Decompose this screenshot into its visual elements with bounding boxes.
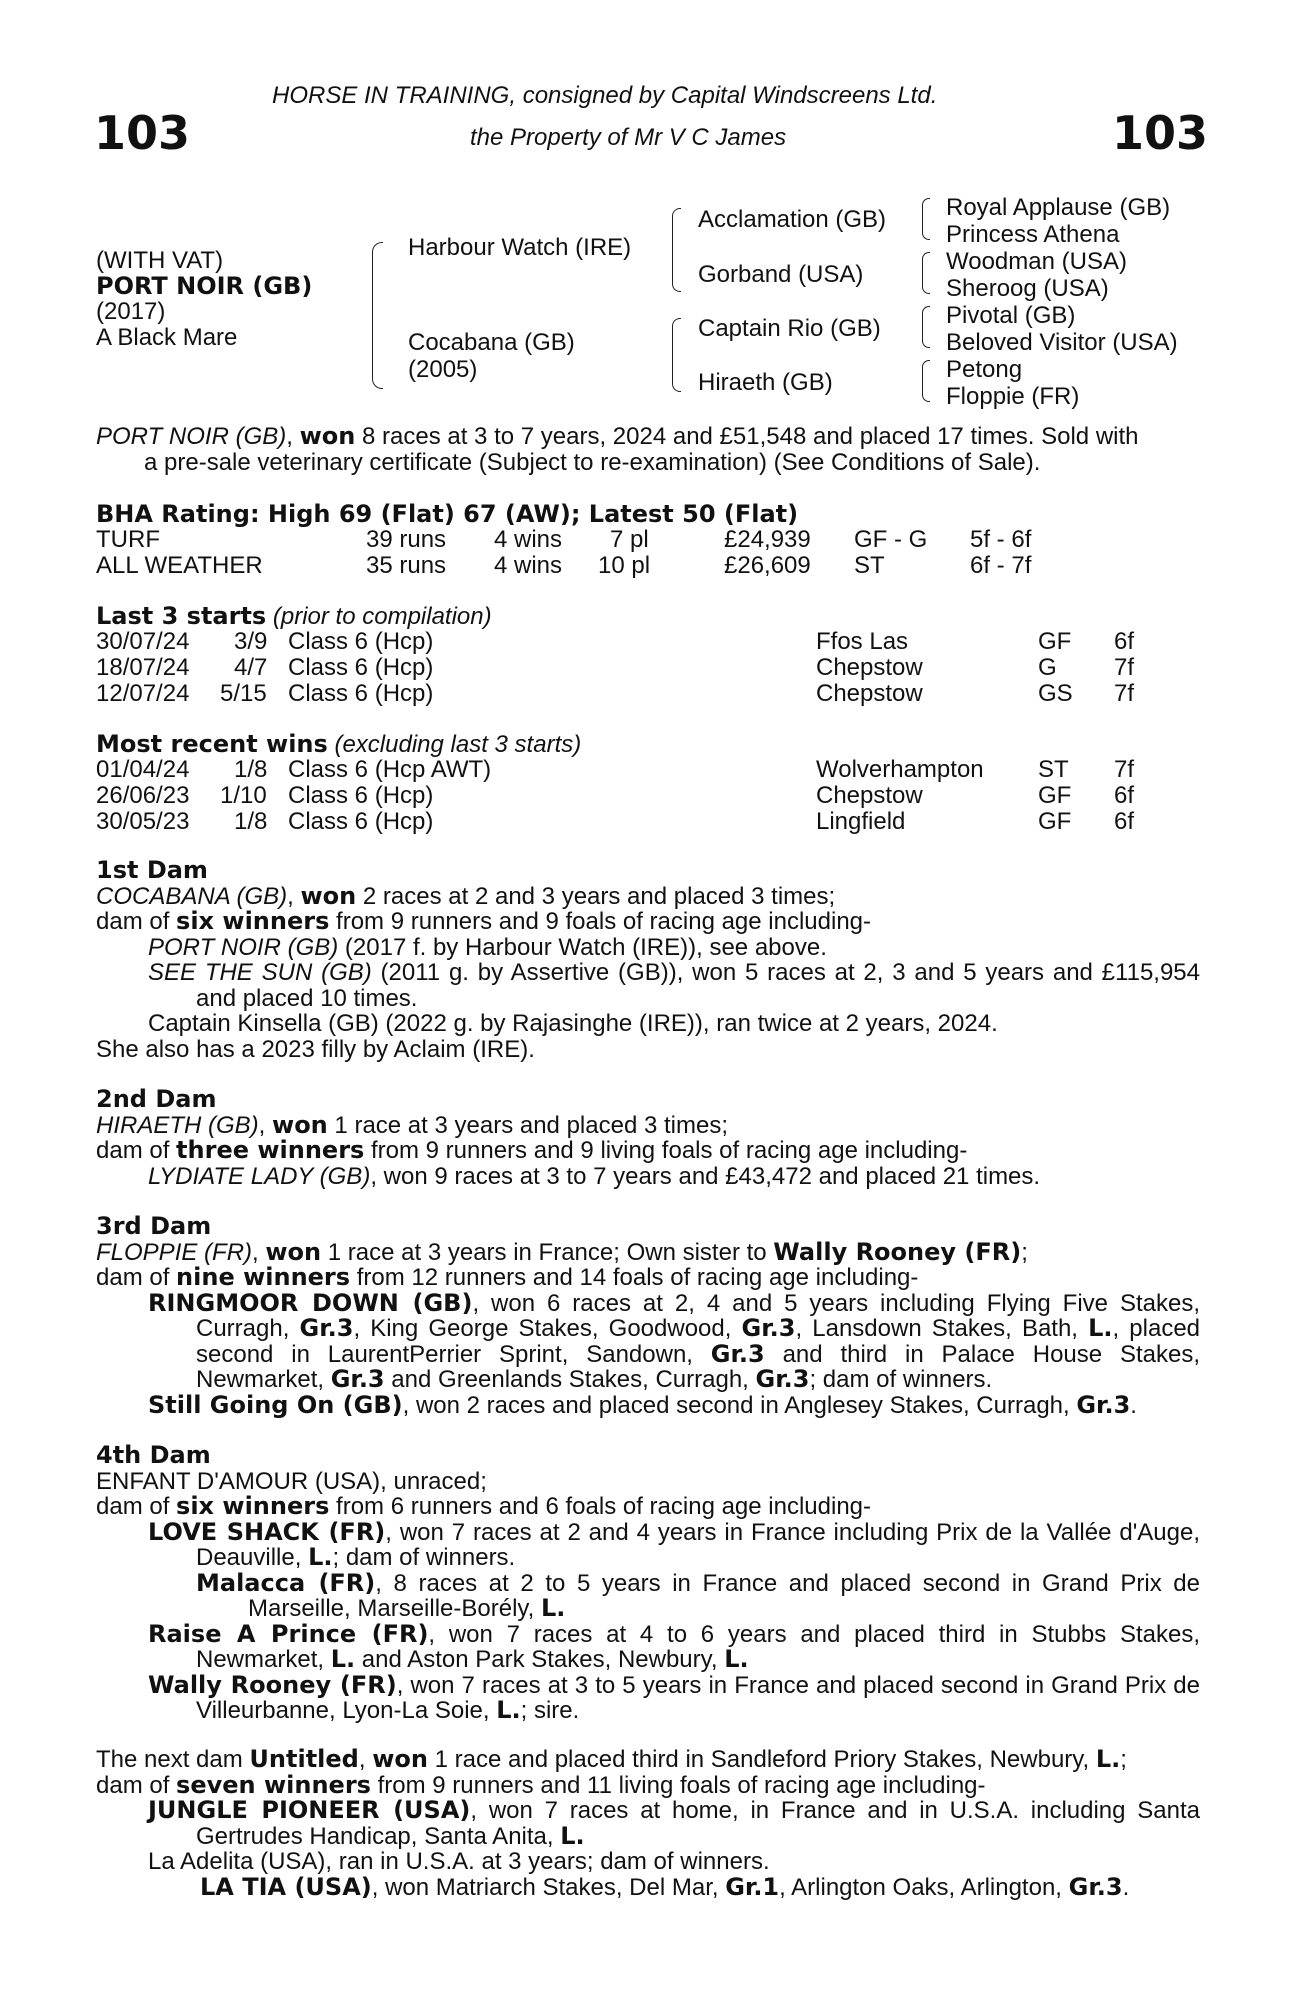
win-distance: 6f	[1114, 782, 1135, 809]
header-property: the Property of Mr V C James	[470, 124, 787, 151]
malacca-name: Malacca (FR)	[196, 1568, 376, 1597]
second-dam-produce-text: from 9 runners and 9 living foals of racing age including-	[364, 1137, 968, 1164]
lot-number-left: 103	[94, 106, 191, 160]
ringmoor-text: and Greenlands Stakes, Curragh,	[384, 1366, 756, 1393]
pedigree-g3-7: Petong	[946, 356, 1023, 383]
horse-identity	[96, 248, 312, 350]
win-position: 1/8	[234, 756, 268, 783]
win-position: 1/10	[220, 782, 267, 809]
win-course: Chepstow	[816, 782, 923, 809]
summary-text-1: 8 races at 3 to 7 years, 2024 and £51,548 and placed 17 times. Sold with	[355, 423, 1139, 450]
pedigree-sire: Harbour Watch (IRE)	[408, 234, 632, 261]
produce-see-the-sun-text: (2011 g. by Assertive (GB)), won 5 races at 2, 3 and 5 years and £115,954 and placed 10 times.	[196, 959, 1201, 1012]
wally-rooney-end: ; sire.	[520, 1697, 580, 1724]
produce-love-shack	[96, 1517, 1200, 1571]
win-course: Lingfield	[816, 808, 906, 835]
la-tia-end: .	[1122, 1873, 1130, 1901]
next-dam-section: The next dam Untitled, won 1 race and placed third in Sandleford Priory Stakes, Newbury, L.; dam of seven winners from 9 runners and 11 living foals of racing age including- JUNGLE PIONEER (USA), won 7 races at home, in France and in U.S.A. including Santa Gertrudes Handicap, Santa Anita, L. La Adelita (USA), ran in U.S.A. at 3 years; dam of winners. LA TIA (USA), won Matriarch Stakes, Del Mar, Gr.1, Arlington Oaks, Arlington, Gr.3.	[96, 1745, 1200, 1901]
win-going: ST	[1038, 756, 1069, 783]
third-dam-record: 1 race at 3 years in France; Own sister to	[321, 1238, 774, 1266]
pedigree-g3-4: Sheroog (USA)	[946, 275, 1109, 302]
produce-wally-rooney	[96, 1670, 1200, 1724]
rating-placed: 7 pl	[610, 526, 649, 553]
pedigree-dam-sire: Captain Rio (GB)	[698, 315, 881, 342]
third-dam-sibling: Wally Rooney (FR)	[773, 1237, 1022, 1266]
produce-port-noir-text: (2017 f. by Harbour Watch (IRE)), see above.	[338, 933, 827, 961]
rating-placed: 10 pl	[598, 552, 651, 579]
love-shack-text: , won 7 races at 2 and 4 years in France including Prix de la Vallée d'Auge, Deauville,	[196, 1518, 1200, 1571]
ringmoor-text: , King George Stakes, Goodwood,	[353, 1315, 742, 1342]
next-dam-name: Untitled	[249, 1745, 359, 1773]
start-going: GS	[1038, 680, 1073, 707]
love-shack-end: ; dam of winners.	[332, 1544, 516, 1571]
start-date: 18/07/24	[96, 654, 190, 681]
fourth-dam-section	[96, 1443, 1200, 1724]
rating-runs: 39 runs	[366, 526, 447, 553]
bha-rating-heading: BHA Rating: High 69 (Flat) 67 (AW); Latest 50 (Flat)	[96, 500, 799, 528]
win-distance: 7f	[1114, 756, 1135, 783]
start-course: Chepstow	[816, 654, 923, 681]
fourth-dam-heading: 4th Dam	[96, 1441, 211, 1469]
rating-going: GF - G	[854, 526, 928, 553]
start-position: 4/7	[234, 654, 268, 681]
pedigree-g3-8: Floppie (FR)	[946, 383, 1080, 410]
pedigree-dam-dam: Hiraeth (GB)	[698, 369, 833, 396]
last-3-note: (prior to compilation)	[266, 603, 492, 630]
win-going: GF	[1038, 782, 1072, 809]
next-dam-produce-text: from 9 runners and 11 living foals of racing age including-	[370, 1771, 986, 1799]
produce-raise-a-prince	[96, 1619, 1200, 1673]
start-date: 30/07/24	[96, 628, 190, 655]
la-tia-name: LA TIA (USA)	[200, 1872, 372, 1901]
win-going: GF	[1038, 808, 1072, 835]
pedigree-brace-parents	[372, 242, 383, 389]
grade-label: Gr.3	[1068, 1872, 1123, 1901]
listed-label: L.	[496, 1696, 521, 1724]
recent-wins-heading	[96, 730, 581, 759]
third-dam-won: won	[265, 1237, 322, 1266]
ringmoor-text: , placed second in LaurentPerrier Sprint, Sandown,	[196, 1315, 1201, 1368]
start-distance: 6f	[1114, 628, 1135, 655]
grade-label: Gr.3	[741, 1314, 796, 1342]
horse-year: (2017)	[96, 298, 166, 325]
rating-surface: ALL WEATHER	[96, 552, 263, 579]
grade-label: Gr.1	[725, 1872, 780, 1901]
pedigree-sire-dam: Gorband (USA)	[698, 261, 864, 288]
start-distance: 7f	[1114, 680, 1135, 707]
fourth-dam-produce-text: from 6 runners and 6 foals of racing age including-	[329, 1493, 872, 1520]
pedigree-brace-dam	[672, 318, 681, 392]
third-dam-produce-text: from 12 runners and 14 foals of racing age including-	[350, 1264, 919, 1291]
produce-jungle-pioneer	[96, 1798, 1200, 1849]
rating-money: £26,609	[724, 552, 811, 579]
first-dam-name: COCABANA (GB)	[96, 882, 288, 910]
second-dam-record: 1 race at 3 years and placed 3 times;	[327, 1111, 728, 1139]
win-course: Wolverhampton	[816, 756, 984, 783]
summary-text-2: a pre-sale veterinary certificate (Subject to re-examination) (See Conditions of Sale).	[144, 448, 1041, 476]
raise-a-prince-text: , won 7 races at 4 to 6 years and placed third in Stubbs Stakes, Newmarket,	[196, 1620, 1200, 1673]
pedigree-g3-3: Woodman (USA)	[946, 248, 1127, 275]
vat-label: (WITH VAT)	[96, 247, 224, 274]
listed-label: L.	[560, 1821, 585, 1850]
third-dam-end: ;	[1021, 1238, 1028, 1266]
raise-a-prince-name: Raise A Prince (FR)	[148, 1619, 429, 1648]
produce-lydiate-lady: LYDIATE LADY (GB)	[148, 1162, 371, 1190]
horse-description: A Black Mare	[96, 323, 238, 351]
start-going: GF	[1038, 628, 1072, 655]
second-dam-winners: three winners	[176, 1136, 365, 1164]
pedigree-brace-g3-4	[922, 360, 930, 402]
next-dam-won: won	[372, 1745, 428, 1773]
race-summary: PORT NOIR (GB), won 8 races at 3 to 7 years, 2024 and £51,548 and placed 17 times. Sold with a pre-sale veterinary certificate (Subject to re-examination) (See Conditions of Sale).	[96, 424, 1206, 475]
next-dam-end: ;	[1120, 1746, 1127, 1773]
start-course: Ffos Las	[816, 628, 909, 655]
start-position: 5/15	[220, 680, 267, 707]
ringmoor-name: RINGMOOR DOWN (GB)	[148, 1288, 473, 1317]
third-dam-section: 3rd Dam FLOPPIE (FR), won 1 race at 3 years in France; Own sister to Wally Rooney (FR); dam of nine winners from 12 runners and 14 foals of racing age including- RINGMOOR DOWN (GB), won 6 races at 2, 4 and 5 years including Flying Five Stakes, Curragh, Gr.3, King George Stakes, Goodwood, Gr.3, Lansdown Stakes, Bath, L., placed second in LaurentPerrier Sprint, Sandown, Gr.3 and third in Palace House Stakes, Newmarket, Gr.3 and Greenlands Stakes, Curragh, Gr.3; dam of winners. Still Going On (GB), won 2 races and placed second in Anglesey Stakes, Curragh, Gr.3.	[96, 1212, 1201, 1419]
produce-see-the-sun: SEE THE SUN (GB)	[148, 959, 372, 986]
still-going-on-name: Still Going On (GB)	[148, 1390, 403, 1419]
win-class: Class 6 (Hcp)	[288, 808, 434, 835]
wally-rooney-text: , won 7 races at 3 to 5 years in France and placed second in Grand Prix de Villeurbanne, Lyon-La Soie,	[196, 1671, 1200, 1724]
first-dam-winners: six winners	[176, 907, 330, 935]
pedigree-sire-sire: Acclamation (GB)	[698, 206, 887, 233]
pedigree-g3-6: Beloved Visitor (USA)	[946, 329, 1178, 356]
win-class: Class 6 (Hcp)	[288, 782, 434, 809]
start-class: Class 6 (Hcp)	[288, 680, 434, 707]
next-dam-produce-prefix: dam of	[96, 1771, 177, 1799]
rating-surface: TURF	[96, 526, 160, 553]
malacca-text: , 8 races at 2 to 5 years in France and placed second in Grand Prix de Marseille, Marseille-Borély,	[248, 1569, 1200, 1622]
pedigree-brace-g3-2	[922, 252, 930, 294]
rating-distance: 5f - 6f	[970, 526, 1032, 553]
grade-label: Gr.3	[330, 1365, 385, 1393]
produce-captain-kinsella: Captain Kinsella (GB) (2022 g. by Rajasinghe (IRE)), ran twice at 2 years, 2024.	[148, 1010, 998, 1037]
la-tia-text: , won Matriarch Stakes, Del Mar,	[371, 1873, 726, 1901]
win-date: 26/06/23	[96, 782, 190, 809]
win-class: Class 6 (Hcp AWT)	[288, 756, 492, 783]
first-dam-produce-text: from 9 runners and 9 foals of racing age including-	[329, 908, 872, 935]
grade-label: Gr.3	[1076, 1390, 1131, 1419]
produce-still-going-on	[96, 1390, 1200, 1419]
produce-malacca	[96, 1568, 1200, 1622]
still-going-on-text: , won 2 races and placed second in Anglesey Stakes, Curragh,	[402, 1391, 1077, 1419]
produce-lydiate-lady-text: , won 9 races at 3 to 7 years and £43,472 and placed 21 times.	[370, 1162, 1041, 1190]
pedigree-brace-g3-1	[922, 198, 930, 240]
listed-label: L.	[540, 1594, 566, 1622]
horse-name: PORT NOIR (GB)	[96, 271, 313, 300]
next-dam-record: 1 race and placed third in Sandleford Priory Stakes, Newbury,	[427, 1746, 1096, 1773]
raise-a-prince-text: and Aston Park Stakes, Newbury,	[355, 1646, 725, 1673]
win-date: 01/04/24	[96, 756, 190, 783]
ringmoor-text: , won 6 races at 2, 4 and 5 years including Flying Five Stakes, Curragh,	[196, 1289, 1200, 1342]
fourth-dam-name: ENFANT D'AMOUR (USA), unraced;	[96, 1467, 487, 1495]
start-going: G	[1038, 654, 1057, 681]
summary-won: won	[299, 422, 356, 450]
listed-label: L.	[330, 1645, 356, 1673]
pedigree-g3-5: Pivotal (GB)	[946, 302, 1076, 329]
second-dam-produce-prefix: dam of	[96, 1137, 177, 1164]
listed-label: L.	[724, 1645, 749, 1673]
ringmoor-text: and third in Palace House Stakes, Newmarket,	[196, 1340, 1200, 1393]
ringmoor-text: ; dam of winners.	[809, 1366, 993, 1393]
start-class: Class 6 (Hcp)	[288, 654, 434, 681]
jungle-pioneer-name: JUNGLE PIONEER (USA)	[148, 1796, 471, 1824]
first-dam-produce-prefix: dam of	[96, 908, 177, 935]
next-dam-prefix: The next dam	[96, 1746, 250, 1773]
third-dam-name: FLOPPIE (FR)	[96, 1238, 253, 1266]
summary-horse-name: PORT NOIR (GB)	[96, 423, 287, 450]
pedigree-dam: Cocabana (GB)	[408, 329, 575, 356]
lot-number-right: 103	[1112, 106, 1209, 160]
third-dam-winners: nine winners	[176, 1263, 351, 1291]
rating-runs: 35 runs	[366, 552, 447, 579]
pedigree-g3-2: Princess Athena	[946, 221, 1120, 248]
recent-wins-title: Most recent wins	[96, 730, 328, 758]
win-distance: 6f	[1114, 808, 1135, 835]
rating-wins: 4 wins	[494, 552, 563, 579]
rating-going: ST	[854, 552, 885, 579]
rating-wins: 4 wins	[494, 526, 563, 553]
first-dam-filly-note: She also has a 2023 filly by Aclaim (IRE).	[96, 1035, 535, 1063]
listed-label: L.	[308, 1543, 333, 1571]
pedigree-brace-sire	[672, 208, 681, 292]
start-class: Class 6 (Hcp)	[288, 628, 434, 655]
pedigree-g3-1: Royal Applause (GB)	[946, 194, 1171, 221]
second-dam-won: won	[272, 1110, 328, 1139]
first-dam-won: won	[300, 881, 357, 910]
la-tia-text: , Arlington Oaks, Arlington,	[779, 1873, 1069, 1901]
still-going-on-end: .	[1130, 1391, 1137, 1419]
wally-rooney-name: Wally Rooney (FR)	[148, 1670, 397, 1699]
second-dam-heading: 2nd Dam	[96, 1085, 217, 1113]
fourth-dam-winners: six winners	[176, 1492, 330, 1520]
produce-la-tia	[96, 1872, 1200, 1901]
last-3-starts-heading	[96, 602, 492, 631]
ringmoor-text: , Lansdown Stakes, Bath,	[795, 1315, 1089, 1342]
pedigree-dam-year: (2005)	[408, 356, 478, 383]
produce-port-noir: PORT NOIR (GB)	[148, 933, 339, 961]
start-distance: 7f	[1114, 654, 1135, 681]
jungle-pioneer-text: , won 7 races at home, in France and in U.S.A. including Santa Gertrudes Handicap, Santa Anita,	[196, 1797, 1200, 1850]
first-dam-record: 2 races at 2 and 3 years and placed 3 times;	[356, 882, 836, 910]
win-position: 1/8	[234, 808, 268, 835]
first-dam-heading: 1st Dam	[96, 856, 208, 884]
second-dam-section: 2nd Dam HIRAETH (GB), won 1 race at 3 years and placed 3 times; dam of three winners from 9 runners and 9 living foals of racing age including- LYDIATE LADY (GB), won 9 races at 3 to 7 years and £43,472 and placed 21 times.	[96, 1087, 1200, 1189]
next-dam-winners: seven winners	[176, 1770, 371, 1799]
third-dam-produce-prefix: dam of	[96, 1264, 177, 1291]
start-date: 12/07/24	[96, 680, 190, 707]
first-dam-section: 1st Dam COCABANA (GB), won 2 races at 2 and 3 years and placed 3 times; dam of six winners from 9 runners and 9 foals of racing age including- PORT NOIR (GB) (2017 f. by Harbour Watch (IRE)), see above. SEE THE SUN (GB) (2011 g. by Assertive (GB)), won 5 races at 2, 3 and 5 years and £115,954 and placed 10 times. Captain Kinsella (GB) (2022 g. by Rajasinghe (IRE)), ran twice at 2 years, 2024. She also has a 2023 filly by Aclaim (IRE).	[96, 856, 1201, 1063]
listed-label: L.	[1088, 1314, 1113, 1342]
win-date: 30/05/23	[96, 808, 190, 835]
grade-label: Gr.3	[299, 1314, 354, 1342]
listed-label: L.	[1095, 1745, 1121, 1773]
fourth-dam-produce-prefix: dam of	[96, 1493, 177, 1520]
rating-distance: 6f - 7f	[970, 552, 1032, 579]
rating-money: £24,939	[724, 526, 811, 553]
produce-la-adelita: La Adelita (USA), ran in U.S.A. at 3 years; dam of winners.	[148, 1848, 770, 1875]
start-position: 3/9	[234, 628, 268, 655]
love-shack-name: LOVE SHACK (FR)	[148, 1517, 386, 1546]
third-dam-heading: 3rd Dam	[96, 1212, 212, 1240]
start-course: Chepstow	[816, 680, 923, 707]
header-consignor: HORSE IN TRAINING, consigned by Capital Windscreens Ltd.	[272, 82, 938, 109]
second-dam-name: HIRAETH (GB)	[96, 1111, 259, 1139]
grade-label: Gr.3	[755, 1365, 810, 1393]
grade-label: Gr.3	[710, 1339, 765, 1368]
recent-wins-note: (excluding last 3 starts)	[327, 731, 582, 758]
pedigree-brace-g3-3	[922, 306, 930, 348]
last-3-title: Last 3 starts	[96, 602, 267, 630]
